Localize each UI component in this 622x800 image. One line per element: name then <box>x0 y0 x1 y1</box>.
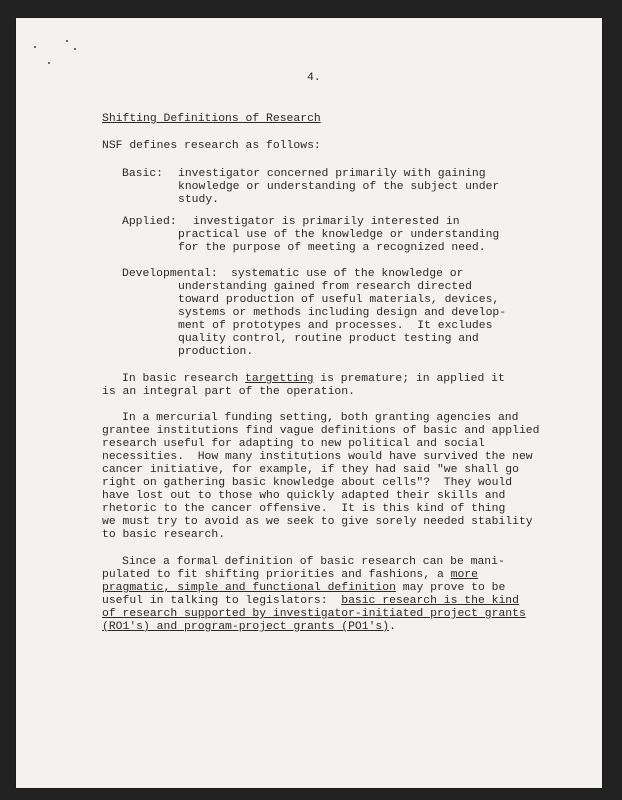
paragraph-line: cancer initiative, for example, if they had said "we shall go <box>102 464 519 476</box>
definition-term-developmental: Developmental: <box>122 268 218 280</box>
paragraph-line: to basic research. <box>102 529 226 541</box>
text-run: pulated to fit shifting priorities and fashions, a <box>102 569 451 581</box>
intro-text: NSF defines research as follows: <box>102 140 321 152</box>
paragraph-line <box>102 582 505 595</box>
paragraph-line: have lost out to those who quickly adapted their skills and <box>102 490 506 502</box>
paragraph-line <box>102 595 519 608</box>
definition-line: investigator concerned primarily with gaining <box>178 168 486 180</box>
paragraph-line <box>102 621 396 634</box>
paragraph-line: we must try to avoid as we seek to give sorely needed stability <box>102 516 533 528</box>
text-run: may prove to be <box>395 582 506 594</box>
paragraph-line: grantee institutions find vague definitions of basic and applied <box>102 425 540 437</box>
definition-term-applied: Applied: <box>122 216 177 228</box>
underlined-text: of research supported by investigator-initiated project grants <box>102 608 526 620</box>
definition-line: systematic use of the knowledge or <box>231 268 464 280</box>
definition-line: production. <box>178 346 254 358</box>
underlined-text: more <box>450 569 478 581</box>
definition-line: for the purpose of meeting a recognized need. <box>178 242 486 254</box>
definition-line: ment of prototypes and processes. It excludes <box>178 320 493 332</box>
paragraph-line <box>122 373 505 386</box>
dust-speck <box>34 46 36 48</box>
paragraph-line <box>102 608 526 621</box>
page-number: 4. <box>307 72 321 84</box>
text-run: . <box>389 621 396 633</box>
text-run: is premature; in applied it <box>313 373 505 385</box>
underlined-text: (RO1's) and program-project grants (PO1's) <box>102 621 390 633</box>
dust-speck <box>66 40 68 42</box>
text-run: useful in talking to legislators: <box>102 595 342 607</box>
paragraph-line: In a mercurial funding setting, both granting agencies and <box>122 412 519 424</box>
definition-line: knowledge or understanding of the subject under <box>178 181 500 193</box>
underlined-text: pragmatic, simple and functional definition <box>102 582 396 594</box>
document-page <box>16 18 602 788</box>
definition-line: understanding gained from research directed <box>178 281 472 293</box>
definition-line: toward production of useful materials, devices, <box>178 294 500 306</box>
paragraph-line: rhetoric to the cancer offensive. It is this kind of thing <box>102 503 506 515</box>
text-run: In basic research <box>122 373 246 385</box>
definition-term-basic: Basic: <box>122 168 164 180</box>
paragraph-line: right on gathering basic knowledge about cells"? They would <box>102 477 513 489</box>
underlined-text: targetting <box>245 373 314 385</box>
definition-line: investigator is primarily interested in <box>193 216 460 228</box>
paragraph-line: necessities. How many institutions would have survived the new <box>102 451 533 463</box>
definition-line: study. <box>178 194 220 206</box>
paragraph-line: Since a formal definition of basic research can be mani- <box>122 556 505 568</box>
dust-speck <box>74 48 76 50</box>
paragraph-line <box>102 569 478 582</box>
definition-line: systems or methods including design and develop- <box>178 307 507 319</box>
definition-line: quality control, routine product testing and <box>178 333 479 345</box>
definition-line: practical use of the knowledge or understanding <box>178 229 500 241</box>
paragraph-line: research useful for adapting to new political and social <box>102 438 485 450</box>
dust-speck <box>48 62 50 64</box>
underlined-text: basic research is the kind <box>341 595 519 607</box>
section-heading: Shifting Definitions of Research <box>102 113 321 125</box>
paragraph-line: is an integral part of the operation. <box>102 386 355 398</box>
